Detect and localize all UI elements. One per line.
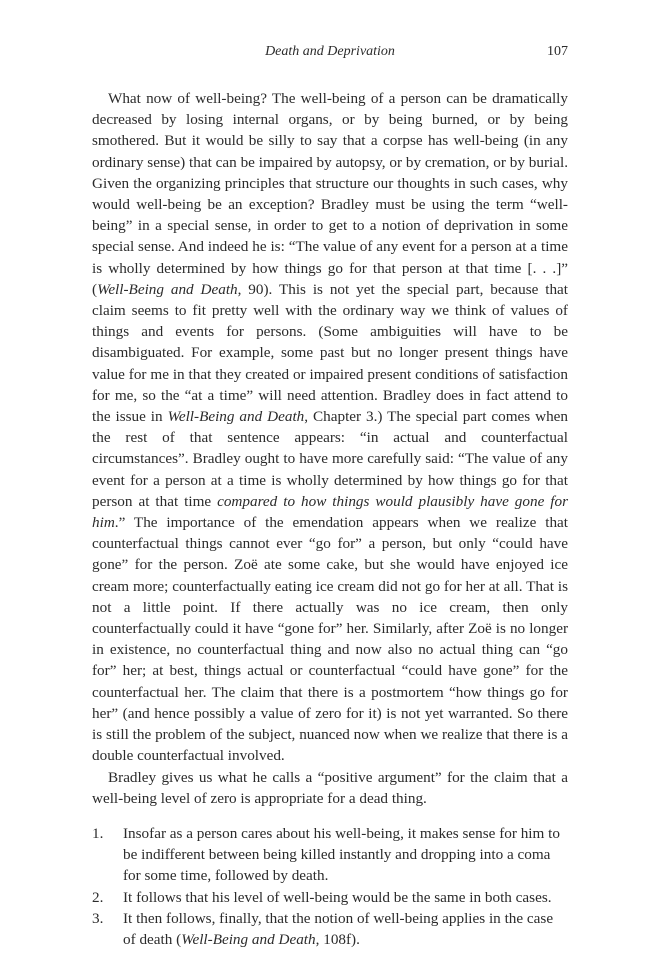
page-number: 107: [547, 44, 568, 59]
list-number: 2.: [92, 888, 104, 906]
text-run: , Chapter 3.) The special part comes when the rest of that sentence appears: “in actual and counterfactual circumstances”. Bradley ought to have more carefully said: “The value of any event for a person at a time is wholly determined by how things go for that person at that time: [92, 408, 568, 510]
argument-item: [92, 823, 568, 887]
text-run: What now of well-being? The well-being of a person can be dramatically decreased by losing internal organs, or by being burned, or by being smothered. But it would be silly to say that a corpse has well-being (in any ordinary sense) that can be impaired by autopsy, or by cremation, or by burial. Given the organizing principles that structure our thoughts in such cases, why would well-being be an exception? Bradley must be using the term “well-being” in a special sense, in order to get to a notion of deprivation in some special sense. And indeed he is: “The value of any event for a person at a time is wholly determined by how things go for that person at that time [. . .]” (: [92, 90, 568, 298]
text-run: It then follows, finally, that the notion of well-being applies in the case of death (: [123, 909, 554, 948]
argument-item: [92, 908, 568, 950]
paragraph: [92, 88, 568, 767]
list-item-text: [123, 889, 552, 906]
list-item-text: [123, 825, 560, 884]
text-run: Insofar as a person cares about his well-being, it makes sense for him to be indifferent between being killed instantly and dropping into a coma for some time, followed by death.: [123, 824, 560, 885]
list-item-text: [123, 910, 553, 948]
running-title: Death and Deprivation: [265, 44, 395, 59]
argument-list: [92, 823, 568, 950]
text-run: , 90). This is not yet the special part, because that claim seems to fit pretty well with the ordinary way we think of values of things and events for persons. (Some ambiguities will have to be disambiguated. For example, some past but no longer present things have value for me in that they created or impaired present conditions of satisfaction for me, so the “at a time” will need attention. Bradley does in fact attend to the issue in: [92, 280, 568, 426]
list-number: 1.: [92, 824, 104, 842]
argument-item: [92, 887, 568, 908]
body-text: [92, 88, 568, 950]
text-run: , 108f).: [315, 930, 360, 948]
running-head: [92, 44, 568, 64]
list-number: 3.: [92, 909, 104, 927]
italic-text: Well-Being and Death: [181, 930, 316, 948]
italic-text: Well-Being and Death: [97, 280, 238, 298]
text-run: It follows that his level of well-being would be the same in both cases.: [123, 888, 552, 906]
italic-text: compared to how things would plausibly have gone for him: [92, 492, 568, 532]
italic-text: Well-Being and Death: [167, 408, 305, 426]
paragraph: Bradley gives us what he calls a “positive argument” for the claim that a well-being level of zero is appropriate for a dead thing.: [92, 768, 568, 807]
text-run: .” The importance of the emendation appears when we realize that counterfactual things cannot ever “go for” a person, but only “could have gone” for the person. Zoë ate some cake, but she would have enjoyed ice cream more; counterfactually eating ice cream did not go for her at all. That is not a little point. If there actually was no ice cream, then only counterfactually could it have “gone for” her. Similarly, after Zoë is no longer in existence, no counterfactual thing and now also no actual thing can “go for” her; at best, things actual or counterfactual “could have gone” for the counterfactual her. The claim that there is a postmortem “how things go for her” (and hence possibly a value of zero for it) is not yet warranted. So there is still the problem of the subject, nuanced now when we realize that there is a double counterfactual involved.: [92, 514, 568, 765]
